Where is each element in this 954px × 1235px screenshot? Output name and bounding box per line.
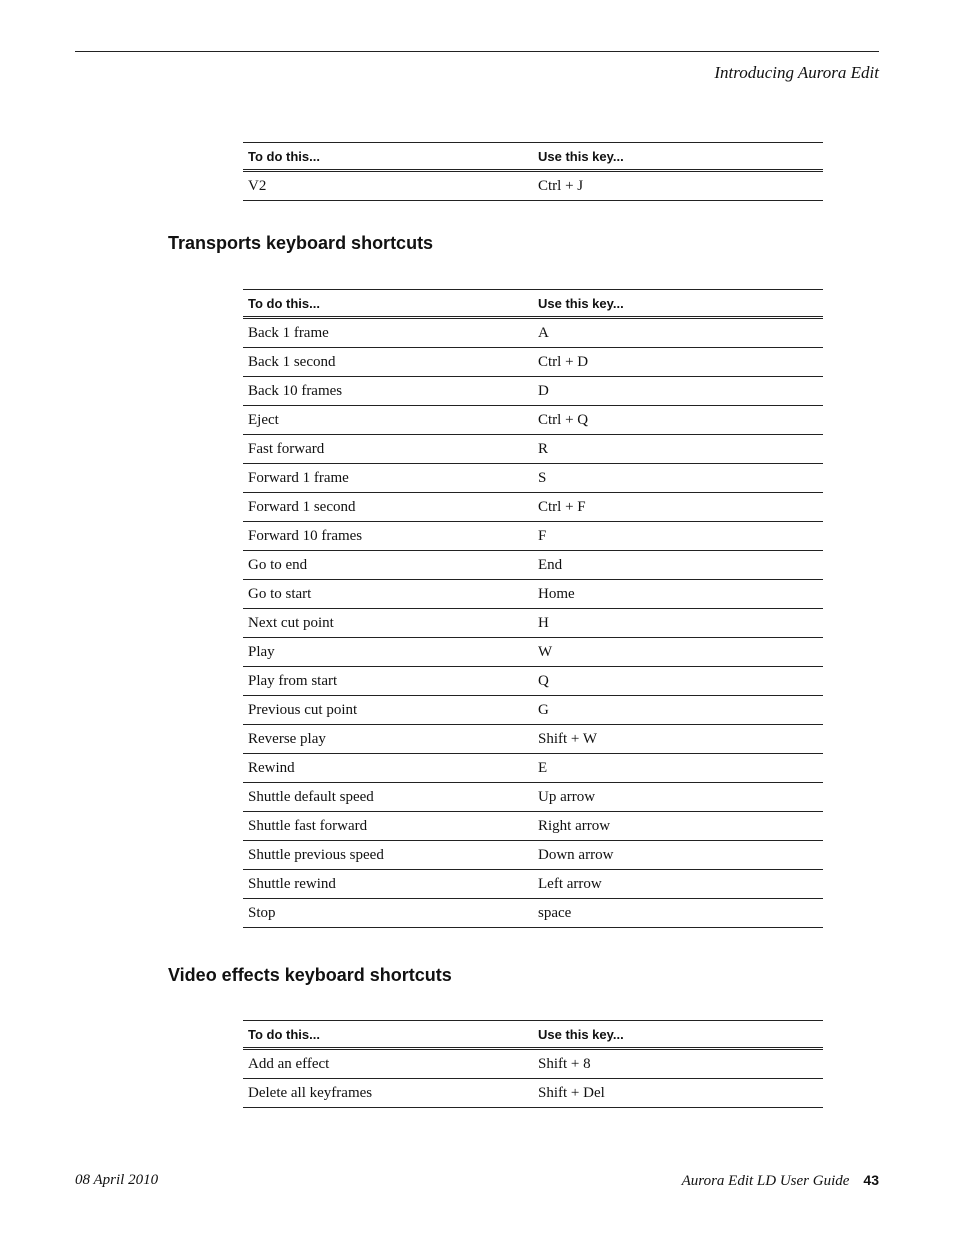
key-cell: Ctrl + F <box>533 493 823 522</box>
key-cell: Ctrl + D <box>533 348 823 377</box>
key-cell: Left arrow <box>533 870 823 899</box>
table-row <box>243 1049 823 1079</box>
action-cell: Fast forward <box>243 435 533 464</box>
column-header-action: To do this... <box>243 1021 533 1049</box>
shortcut-table-continued <box>243 142 823 201</box>
action-cell: Forward 1 second <box>243 493 533 522</box>
key-cell: H <box>533 609 823 638</box>
action-cell: Reverse play <box>243 725 533 754</box>
action-cell: Previous cut point <box>243 696 533 725</box>
table-row <box>243 493 823 522</box>
table-row <box>243 638 823 667</box>
table-row <box>243 696 823 725</box>
action-cell: V2 <box>243 171 533 201</box>
section-heading-transports: Transports keyboard shortcuts <box>168 233 434 253</box>
action-cell: Next cut point <box>243 609 533 638</box>
key-cell: S <box>533 464 823 493</box>
action-cell: Go to end <box>243 551 533 580</box>
key-cell: E <box>533 754 823 783</box>
key-cell: Home <box>533 580 823 609</box>
table-row <box>243 406 823 435</box>
table-body <box>243 171 823 201</box>
column-header-action: To do this... <box>243 290 533 318</box>
column-header-key: Use this key... <box>533 143 823 171</box>
table-row <box>243 609 823 638</box>
action-cell: Back 10 frames <box>243 377 533 406</box>
table-row <box>243 812 823 841</box>
key-cell: R <box>533 435 823 464</box>
key-cell: Shift + 8 <box>533 1049 823 1079</box>
table-header-row <box>243 290 823 318</box>
key-cell: D <box>533 377 823 406</box>
section-heading-video-effects: Video effects keyboard shortcuts <box>168 965 452 985</box>
action-cell: Shuttle default speed <box>243 783 533 812</box>
table-row <box>243 754 823 783</box>
key-cell: W <box>533 638 823 667</box>
transports-shortcut-table <box>243 289 823 928</box>
table-row <box>243 435 823 464</box>
table-row <box>243 841 823 870</box>
action-cell: Play from start <box>243 667 533 696</box>
footer-date: 08 April 2010 <box>75 1172 159 1188</box>
key-cell: G <box>533 696 823 725</box>
key-cell: Up arrow <box>533 783 823 812</box>
table-body <box>243 318 823 928</box>
table-row <box>243 667 823 696</box>
key-cell: Ctrl + Q <box>533 406 823 435</box>
table-row <box>243 551 823 580</box>
action-cell: Back 1 second <box>243 348 533 377</box>
action-cell: Add an effect <box>243 1049 533 1079</box>
action-cell: Back 1 frame <box>243 318 533 348</box>
page-number: 43 <box>863 1172 879 1188</box>
table-row <box>243 348 823 377</box>
action-cell: Forward 10 frames <box>243 522 533 551</box>
table-row <box>243 580 823 609</box>
key-cell: Ctrl + J <box>533 171 823 201</box>
action-cell: Stop <box>243 899 533 928</box>
key-cell: Q <box>533 667 823 696</box>
table-row <box>243 783 823 812</box>
footer-right <box>682 1172 879 1190</box>
action-cell: Shuttle fast forward <box>243 812 533 841</box>
action-cell: Shuttle previous speed <box>243 841 533 870</box>
action-cell: Shuttle rewind <box>243 870 533 899</box>
table-row <box>243 725 823 754</box>
table-row <box>243 171 823 201</box>
table-row <box>243 870 823 899</box>
table-row <box>243 522 823 551</box>
key-cell: F <box>533 522 823 551</box>
column-header-key: Use this key... <box>533 1021 823 1049</box>
key-cell: Right arrow <box>533 812 823 841</box>
running-header: Introducing Aurora Edit <box>714 63 879 82</box>
action-cell: Go to start <box>243 580 533 609</box>
action-cell: Delete all keyframes <box>243 1079 533 1108</box>
table-header-row <box>243 143 823 171</box>
table-row <box>243 464 823 493</box>
column-header-key: Use this key... <box>533 290 823 318</box>
table-row <box>243 377 823 406</box>
key-cell: Shift + W <box>533 725 823 754</box>
table-row <box>243 318 823 348</box>
table-row <box>243 899 823 928</box>
key-cell: End <box>533 551 823 580</box>
header-rule <box>75 51 879 52</box>
key-cell: space <box>533 899 823 928</box>
table-row <box>243 1079 823 1108</box>
video-effects-shortcut-table <box>243 1020 823 1108</box>
action-cell: Play <box>243 638 533 667</box>
table-header-row <box>243 1021 823 1049</box>
action-cell: Forward 1 frame <box>243 464 533 493</box>
table-body <box>243 1049 823 1108</box>
action-cell: Rewind <box>243 754 533 783</box>
key-cell: A <box>533 318 823 348</box>
column-header-action: To do this... <box>243 143 533 171</box>
action-cell: Eject <box>243 406 533 435</box>
footer-guide-title: Aurora Edit LD User Guide <box>681 1173 850 1189</box>
key-cell: Shift + Del <box>533 1079 823 1108</box>
key-cell: Down arrow <box>533 841 823 870</box>
